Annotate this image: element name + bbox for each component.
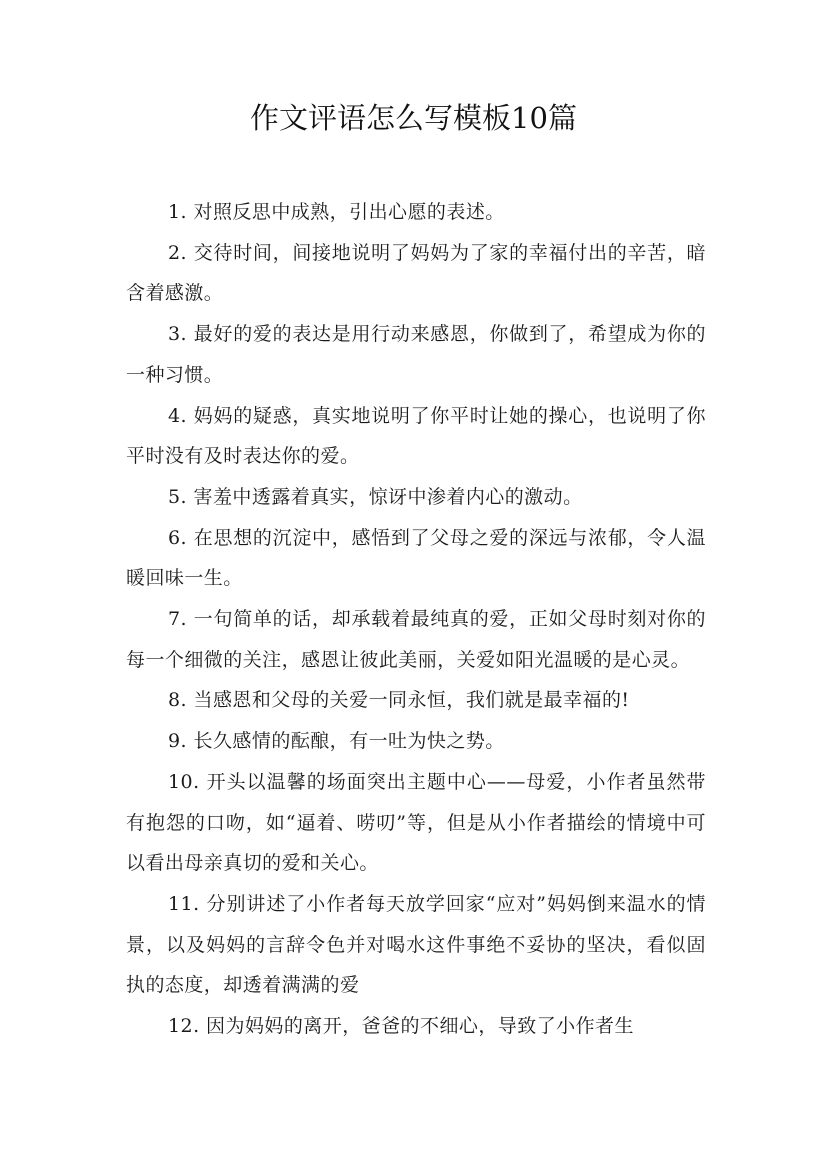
paragraph-2: 2. 交待时间，间接地说明了妈妈为了家的幸福付出的辛苦，暗含着感激。 (126, 241, 706, 305)
paragraph-3: 3. 最好的爱的表达是用行动来感恩，你做到了，希望成为你的一种习惯。 (126, 323, 706, 386)
paragraph-12: 12. 因为妈妈的离开，爸爸的不细心，导致了小作者生 (168, 1015, 634, 1038)
paragraph-10: 10. 开头以温馨的场面突出主题中心——母爱，小作者虽然带有抱怨的口吻，如“逼着、唠叨”等，但是从小作者描绘的情境中可以看出母亲真切的爱和关心。 (126, 770, 706, 875)
paragraph-6: 6. 在思想的沉淀中，感悟到了父母之爱的深远与浓郁，令人温暖回味一生。 (126, 526, 706, 590)
paragraph-1: 1. 对照反思中成熟，引出心愿的表述。 (168, 201, 505, 223)
document-title: 作文评语怎么写模板10篇 (250, 101, 577, 135)
paragraph-8: 8. 当感恩和父母的关爱一同永恒，我们就是最幸福的! (168, 689, 630, 712)
paragraph-11: 11. 分别讲述了小作者每天放学回家“应对”妈妈倒来温水的情景，以及妈妈的言辞令色并对喝水这件事绝不妥协的坚决，看似固执的态度，却透着满满的爱 (126, 892, 706, 997)
paragraph-9: 9. 长久感情的酝酿，有一吐为快之势。 (168, 730, 505, 753)
document-body (126, 192, 706, 1047)
paragraph-7: 7. 一句简单的话，却承载着最纯真的爱，正如父母时刻对你的每一个细微的关注，感恩让彼此美丽，关爱如阳光温暖的是心灵。 (126, 608, 706, 671)
paragraph-4: 4. 妈妈的疑惑，真实地说明了你平时让她的操心，也说明了你平时没有及时表达你的爱。 (126, 404, 706, 468)
paragraph-5: 5. 害羞中透露着真实，惊讶中渗着内心的激动。 (168, 485, 583, 508)
